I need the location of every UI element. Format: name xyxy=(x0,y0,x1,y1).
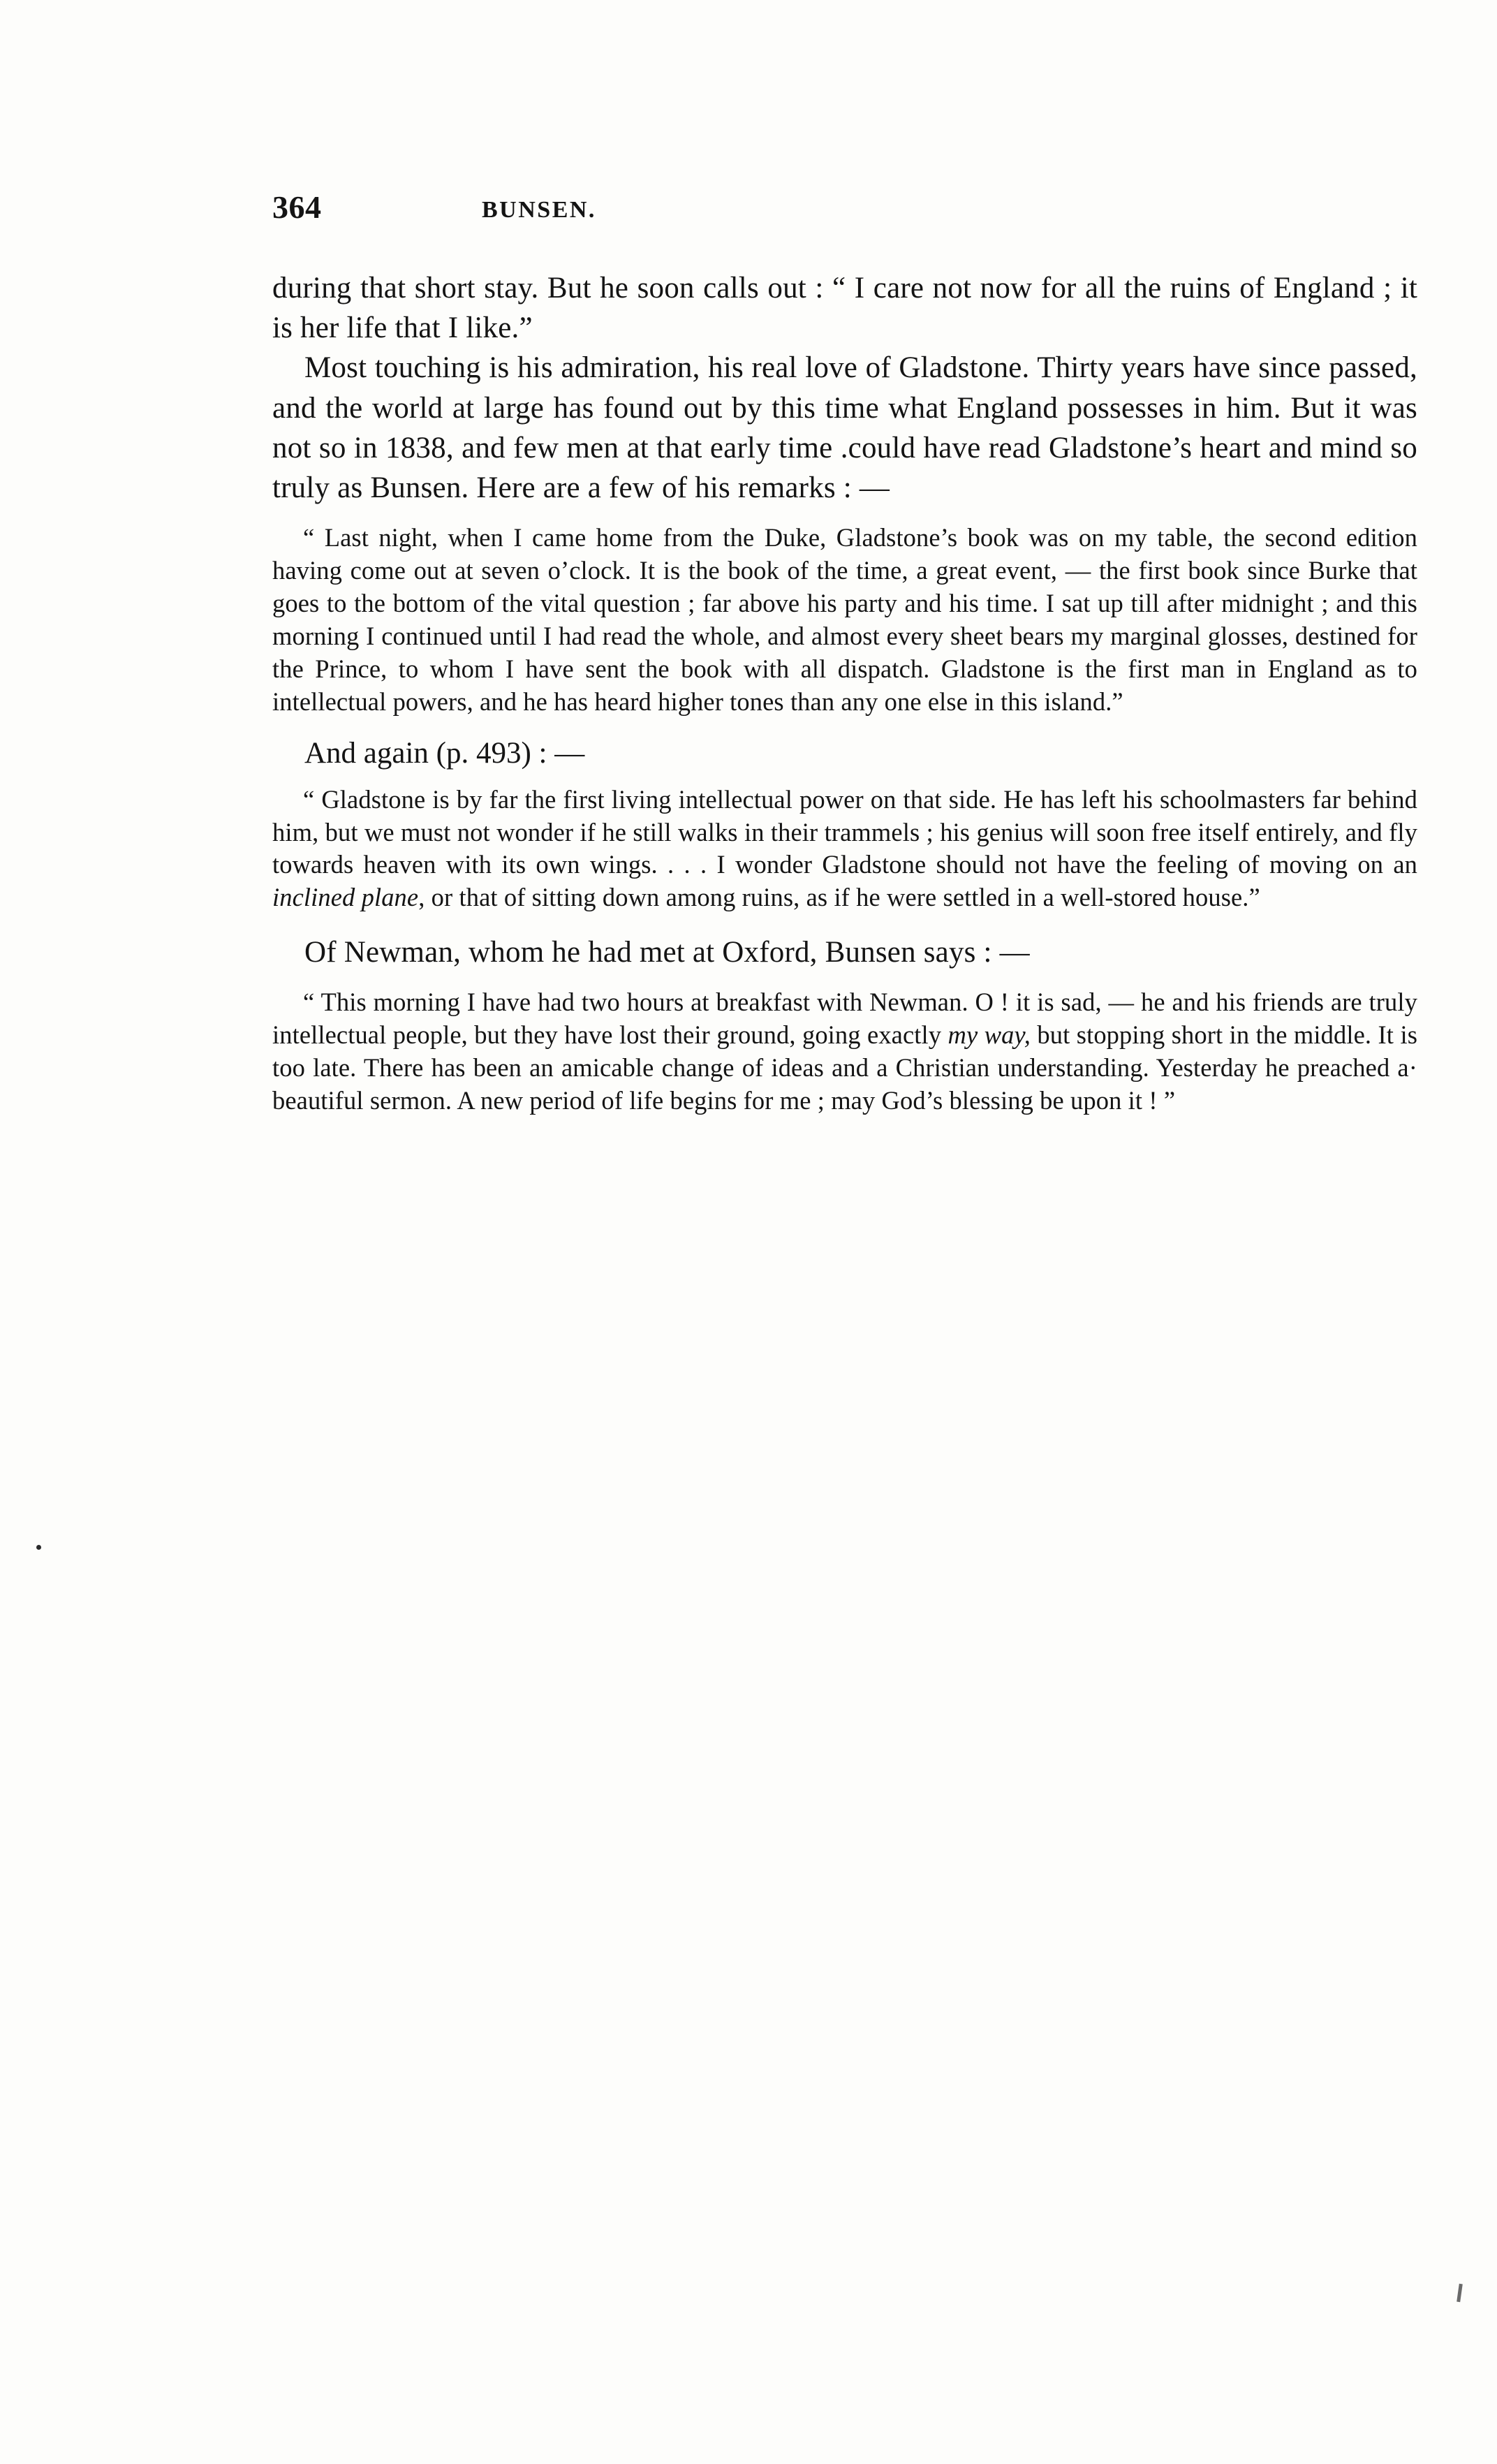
blockquote-2-italic: inclined plane xyxy=(272,883,419,912)
blockquote-1: “ Last night, when I came home from the Duke, Gladstone’s book was on my table, the second edition having come out at seven o’clock. It is the book of the time, a great event, — the first book since Burke that goes to the bottom of the vital question ; far above his party and his time. I sat up till after midnight ; and this morning I continued until I had read the whole, and almost every sheet bears my marginal glosses, destined for the Prince, to whom I have sent the book with all dispatch. Gladstone is the first man in England as to intellectual powers, and he has heard higher tones than any one else in this island.” xyxy=(272,523,1417,716)
page-speck xyxy=(36,1545,41,1550)
paragraph-3: Of Newman, whom he had met at Oxford, Bunsen says : — xyxy=(304,936,1030,969)
spacer xyxy=(272,508,1417,522)
spacer xyxy=(272,972,1417,986)
blockquote-2-part-b: , or that of sitting down among ruins, as if he were settled in a well-stored house.” xyxy=(418,883,1260,912)
paragraph-1: during that short stay. But he soon calls out : “ I care not now for all the ruins of England ; it is her life that I like.” xyxy=(272,272,1417,345)
spacer xyxy=(272,914,1417,932)
blockquote-3 xyxy=(272,986,1417,1117)
blockquote-3-part-b: but stopping short in the middle. It is too late. There has been an amicable change of ideas and a Christian understanding. Yesterday he preached a· beautiful sermon. A new period of life begins for me ; may God’s blessing be upon it ! ” xyxy=(272,1020,1417,1115)
running-head-title: BUNSEN. xyxy=(482,197,596,223)
blockquote-2-part-a: “ Gladstone is by far the first living intellectual power on that side. He has left his schoolmasters far behind him, but we must not wonder if he still walks in their trammels ; his genius will soon free itself entirely, and fly towards heaven with its own wings. . . . I wonder Gladstone should not have the feeling of moving on an xyxy=(272,784,1417,879)
blockquote-2 xyxy=(272,784,1417,915)
page-number: 364 xyxy=(272,189,322,225)
paragraph-2: Most touching is his admiration, his real love of Gladstone. Thirty years have since passed, and the world at large has found out by this time what England possesses in him. But it was not so in 1838, and few men at that early time .could have read Gladstone’s heart and mind so truly as Bunsen. Here are a few of his remarks : — xyxy=(272,351,1417,504)
page-edge-mark xyxy=(1457,2284,1463,2302)
blockquote-3-part-a: “ This morning I have had two hours at breakfast with Newman. O ! it is sad, — he and his friends are truly intellectual people, but they have lost their ground, going exactly xyxy=(272,988,1417,1050)
blockquote-3-italic: my way, xyxy=(947,1020,1031,1050)
page-content xyxy=(272,189,1417,1117)
running-head xyxy=(272,189,1417,237)
intertitle-1: And again (p. 493) : — xyxy=(304,737,585,770)
